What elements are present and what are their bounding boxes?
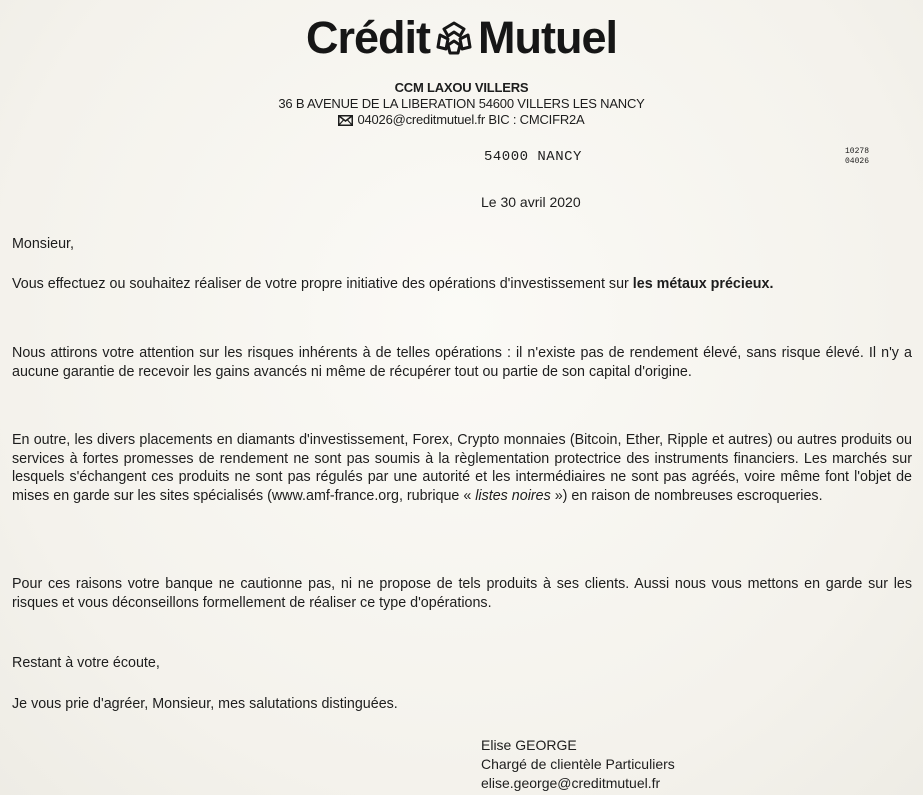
bank-header [0,80,923,130]
signatory-email: elise.george@creditmutuel.fr [481,775,661,791]
paragraph-5: Restant à votre écoute, [12,655,160,671]
agency-address: 36 B AVENUE DE LA LIBERATION 54600 VILLERS LES NANCY [278,96,645,111]
salutation: Monsieur, [12,236,74,252]
paragraph-1-bold: les métaux précieux [632,276,770,292]
paragraph-3-text: En outre, les divers placements en diamants d'investissement, Forex, Crypto monnaies (Bitcoin, Ether, Ripple et autres) ou autres produits ou services à fortes promesses de rendement ne sont pas soumis à la règlementation protectrice des instruments financiers. Les marchés sur lesquels s'échangent ces produits ne sont pas régulés par une autorité et les intermédiaires ne sont pas agréés, voire même font l'objet de mises en garde sur les sites spécialisés (www.amf-france.org, rubrique « [12,432,912,504]
reference-code-agency: 04026 [845,157,870,166]
paragraph-3-italic: listes noires [475,487,551,504]
envelope-icon [338,114,353,130]
signatory-title: Chargé de clientèle Particuliers [481,756,675,772]
recipient-city: 54000 NANCY [484,149,582,165]
agency-name: CCM LAXOU VILLERS [394,80,529,95]
paragraph-1-text: Vous effectuez ou souhaitez réaliser de votre propre initiative des opérations d'investissement sur [12,276,633,292]
paragraph-1-end: . [769,276,774,292]
paragraph-3-end: ») en raison de nombreuses escroqueries. [550,487,823,504]
letter-date: Le 30 avril 2020 [481,194,581,210]
signatory-name: Elise GEORGE [481,737,577,753]
paragraph-4: Pour ces raisons votre banque ne cautionne pas, ni ne propose de tels produits à ses clients. Aussi nous vous mettons en garde sur les risques et vous déconseillons formellement de réaliser ce type d'opérations. [12,576,912,611]
paragraph-2: Nous attirons votre attention sur les risques inhérents à de telles opérations : il n'existe pas de rendement élevé, sans risque élevé. Il n'y a aucune garantie de recevoir les gains avancés ni même de récupérer tout ou partie de son capital d'origine. [12,345,912,380]
reference-code-bank: 10278 [845,147,870,156]
credit-mutuel-emblem-icon [434,16,474,68]
bank-logo [0,12,923,68]
logo-word-mutuel: Mutuel [478,12,617,63]
signature-block [481,736,675,793]
paragraph-6: Je vous prie d'agréer, Monsieur, mes salutations distinguées. [12,696,398,712]
paragraph-3 [12,431,912,505]
logo-word-credit: Crédit [306,12,431,63]
agency-contact-line [0,112,923,130]
paragraph-1 [12,275,912,294]
agency-contact: 04026@creditmutuel.fr BIC : CMCIFR2A [357,112,585,127]
reference-codes [845,147,869,167]
